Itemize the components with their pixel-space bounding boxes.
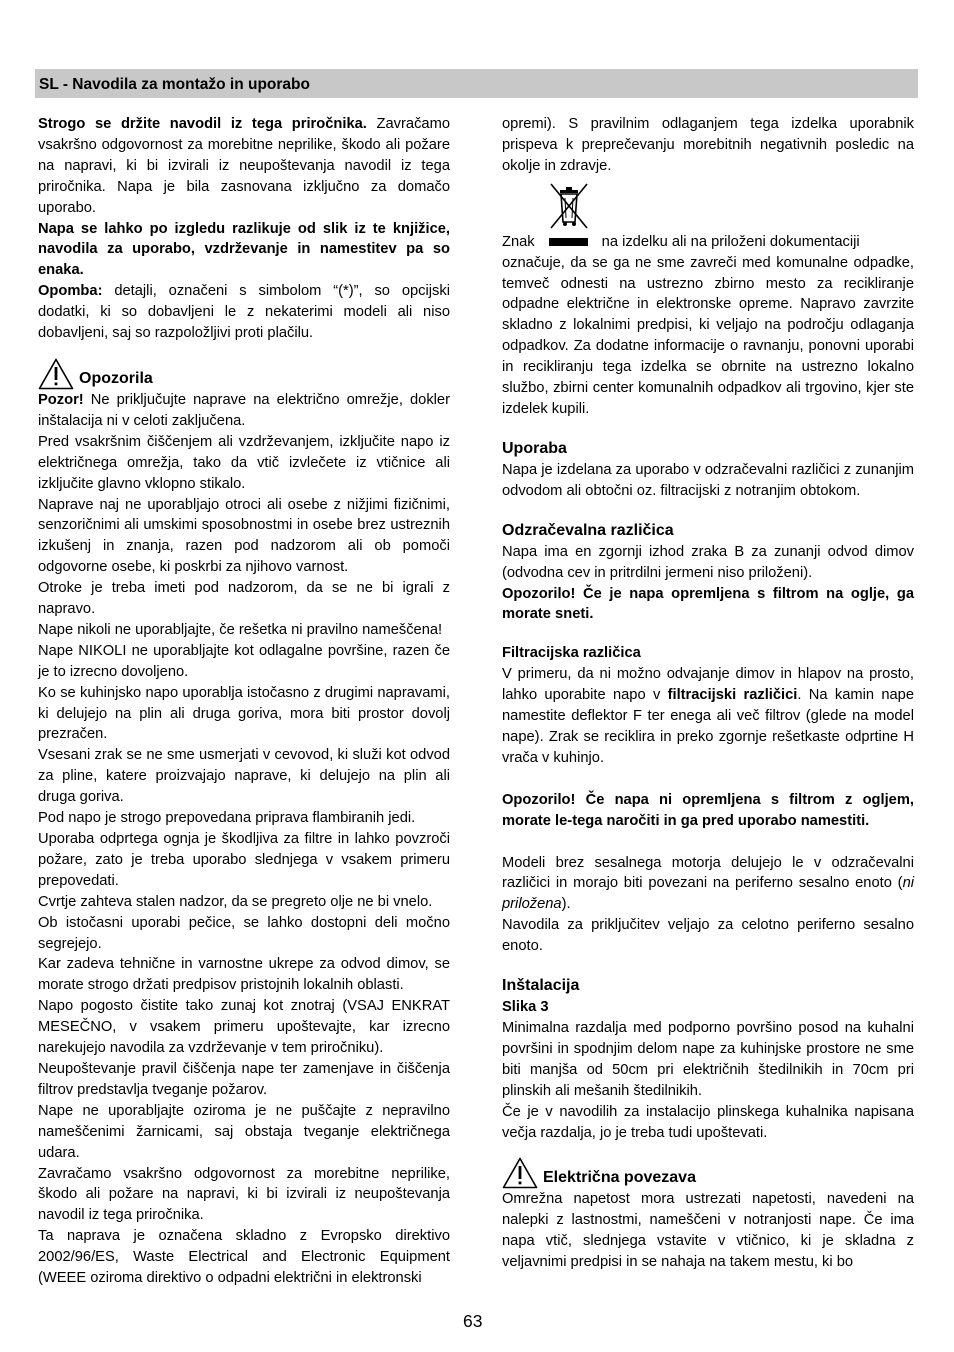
crossed-bin-icon <box>546 182 592 230</box>
inst-heading: Inštalacija <box>502 977 580 995</box>
filt-heading: Filtracijska različica <box>502 645 641 662</box>
instr-text: Navodila za priključitev veljajo za celotno periferno sesalno enoto. <box>502 917 914 955</box>
warning-paragraph: Zavračamo vsakršno odgovornost za morebitne neprilike, škodo ali požare na napravi, ki bi izvirali iz neupoštevanja navodil iz tega priročnika. <box>38 1165 450 1224</box>
warnings-title: Opozorila <box>79 369 153 387</box>
weee-bar-icon <box>549 238 588 246</box>
warning-paragraph: Nape ne uporabljajte oziroma je ne puščajte z nepravilno nameščenimi žarnicami, saj obstaja tveganje električnega udara. <box>38 1102 450 1161</box>
warning-paragraph: Vsesani zrak se ne sme usmerjati v cevovod, ki služi kot odvod za pline, katere proizvajajo naprave, ki delujejo na plin ali druga goriva. <box>38 747 450 806</box>
weee-symbol-area <box>502 182 914 232</box>
elec-text: Omrežna napetost mora ustrezati napetosti, navedeni na nalepki z lastnostmi, nameščeni v notranjosti nape. Če ima napa vtič, slednjega vstavite v vtičnico, ki je skladna z veljavnimi predpisi in se nahaja na takem mestu, ki bo <box>502 1191 914 1271</box>
page-number: 63 <box>463 1311 483 1331</box>
warning-paragraph: Ta naprava je označena skladno z Evropsko direktivo 2002/96/ES, Waste Electrical and Electronic Equipment (WEEE oziroma direktivo o odpadni električni in elektronski <box>38 1228 450 1287</box>
warning-paragraph: Neupoštevanje pravil čiščenja nape ter zamenjave in čiščenja filtrov predstavlja tveganje požarov. <box>38 1060 450 1098</box>
uporaba-text: Napa je izdelana za uporabo v odzračevalni različici z zunanjim odvodom ali obtočni oz. filtracijski z notranjim obtokom. <box>502 461 914 499</box>
models-text: Modeli brez sesalnega motorja delujejo le v odzračevalni različici in morajo biti povezani na periferno sesalno enoto (ni priložena). <box>502 854 914 913</box>
warning-paragraph: Ko se kuhinjsko napo uporablja istočasno z drugimi napravami, ki delujejo na plin ali druga goriva, mora biti prostor dovolj prezračen. <box>38 684 450 743</box>
warning-paragraph: Naprave naj ne uporabljajo otroci ali osebe z nižjimi fizičnimi, senzoričnimi ali umskimi sposobnostmi in osebe brez ustreznih izkušenj in znanja, razen pod nadzorom ali ob pomoči odgovorne osebe, ki poskrbi za njihovo varnost. <box>38 496 450 576</box>
warning-paragraph: Otroke je treba imeti pod nadzorom, da se ne bi igrali z napravo. <box>38 580 450 618</box>
elec-title: Električna povezava <box>543 1169 696 1187</box>
right-column <box>502 114 914 1273</box>
warning-paragraph: Napo pogosto čistite tako zunaj kot znotraj (VSAJ ENKRAT MESEČNO, v vsakem primeru upoštevajte, kar izrecno narekujejo navodila za vzdrževanje v tem priročniku). <box>38 998 450 1057</box>
warning-paragraph: Cvrtje zahteva stalen nadzor, da se pregreto olje ne bi vnelo. <box>38 893 433 910</box>
odz-text: Napa ima en zgornji izhod zraka B za zunanji odvod dimov (odvodna cev in pritrdilni jermeni niso priloženi). <box>502 543 914 581</box>
warning-icon <box>38 358 74 390</box>
warning-paragraph: Pred vsakršnim čiščenjem ali vzdrževanjem, izključite napo iz električnega omrežja, tako da vtič izvlečete iz vtičnice ali izključite glavno vklopno stikalo. <box>38 433 450 492</box>
elec-heading <box>502 1153 914 1189</box>
warning-paragraph: Uporaba odprtega ognja je škodljiva za filtre in lahko povzroči požare, zato je treba uporabo slednjega v vsakem primeru prepovedati. <box>38 831 450 889</box>
warning-paragraph: Nape nikoli ne uporabljajte, če rešetka ni pravilno nameščena! <box>38 621 443 638</box>
section-header <box>35 69 918 98</box>
warning-paragraph: Ob istočasni uporabi pečice, se lahko dostopni deli močno segrejejo. <box>38 914 450 952</box>
weee-line: Znak na izdelku ali na priloženi dokumentaciji <box>502 233 860 250</box>
inst-text: Minimalna razdalja med podporno površino posod na kuhalni površini in spodnjim delom nape za kuhinjske prostore ne sme biti manjša od 50cm pri električnih štedilnikih in 70cm pri plinskih ali mešanih štedilnikih. <box>502 1020 914 1099</box>
pozor-paragraph: Pozor! Ne priključujte naprave na električno omrežje, dokler inštalacija ni v celoti zaključena. <box>38 391 450 429</box>
warning-paragraph: Nape NIKOLI ne uporabljajte kot odlagalne površine, razen če je to izrecno dovoljeno. <box>38 642 450 680</box>
inst-subheading: Slika 3 <box>502 999 549 1016</box>
odz-warning: Opozorilo! Če je napa opremljena s filtrom na oglje, ga morate sneti. <box>502 585 914 623</box>
filt-text: V primeru, da ni možno odvajanje dimov in hlapov na prosto, lahko uporabite napo v filtracijski različici. Na kamin nape namestite deflektor F ter enega ali več filtrov (glede na model nape). Zrak se reciklira in preko zgornje rešetkaste odprtine H vrača v kuhinjo. <box>502 666 915 766</box>
uporaba-heading: Uporaba <box>502 439 567 457</box>
weee-continuation: opremi). S pravilnim odlaganjem tega izdelka uporabnik prispeva k preprečevanju morebitnih negativnih posledic na okolje in zdravje. <box>502 116 914 174</box>
intro-paragraph: Strogo se držite navodil iz tega priročnika. Zavračamo vsakršno odgovornost za morebitne neprilike, škodo ali požare na napravi, ki bi izvirali iz neupoštevanja navodil iz tega priročnika. Napa je bila zasnovana izključno za domačo uporabo. <box>38 116 450 216</box>
odz-heading: Odzračevalna različica <box>502 521 674 539</box>
filt-warning: Opozorilo! Če napa ni opremljena s filtrom z ogljem, morate le-tega naročiti in ga pred uporabo namestiti. <box>502 791 914 829</box>
warning-paragraph: Kar zadeva tehnične in varnostne ukrepe za odvod dimov, se morate strogo držati predpisov pristojnih lokalnih oblasti. <box>38 956 450 994</box>
appearance-note: Napa se lahko po izgledu razlikuje od slik iz te knjižice, navodila za uporabo, vzdrževanje in namestitev pa so enaka. <box>38 220 450 279</box>
optional-note: Opomba: detajli, označeni s simbolom “(*)”, so opcijski dodatki, ki so dobavljeni le z nekaterimi modeli ali niso dobavljeni, saj so razpoložljivi proti plačilu. <box>38 283 450 342</box>
section-title: SL - Navodila za montažo in uporabo <box>39 76 310 93</box>
warning-paragraph: Pod napo je strogo prepovedana priprava flambiranih jedi. <box>38 810 416 827</box>
warning-icon <box>502 1157 538 1189</box>
weee-text: označuje, da se ga ne sme zavreči med komunalne odpadke, temveč odnesti na ustrezno zbirno mesto za recikliranje odpadne električne in elektronske opreme. Napravo zavrzite skladno z lokalnimi predpisi, ki veljajo na področju odlaganja odpadkov. Za dodatne informacije o ravnanju, ponovni uporabi in recikliranju tega izdelka se obrnite na ustrezno lokalno službo, zbirni center komunalnih odpadkov ali trgovino, kjer ste izdelek kupili. <box>502 254 914 417</box>
warnings-heading <box>38 354 450 390</box>
inst-text: Če je v navodilih za instalacijo plinskega kuhalnika napisana večja razdalja, jo je treba tudi upoštevati. <box>502 1103 914 1141</box>
left-column <box>38 114 450 1289</box>
